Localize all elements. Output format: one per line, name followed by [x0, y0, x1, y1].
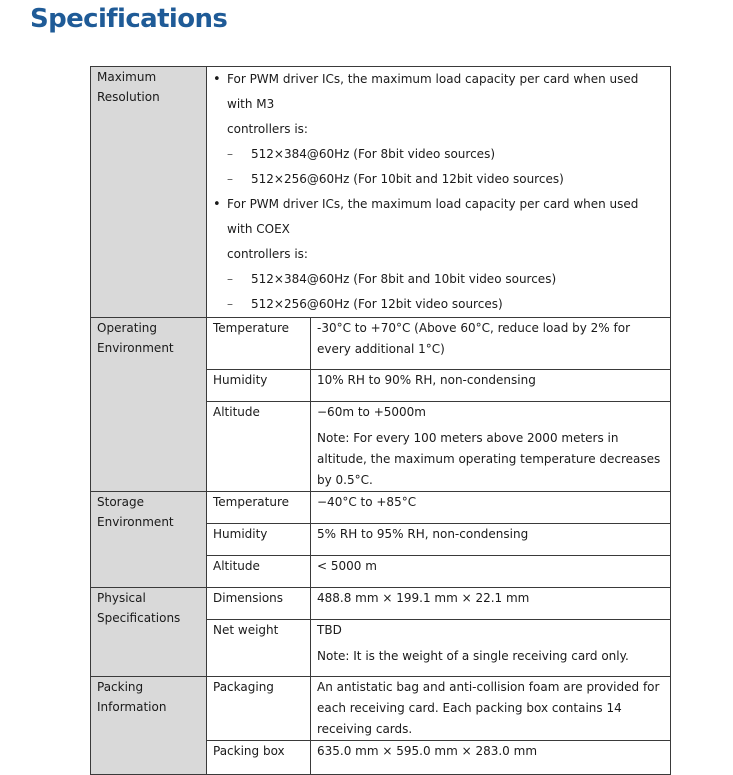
sub-item-text: 512×256@60Hz (For 12bit video sources) [251, 297, 503, 311]
value-cell [311, 588, 671, 620]
value-text: -30°C to +70°C (Above 60°C, reduce load by 2% for every additional 1°C) [317, 321, 631, 356]
sub-label: Altitude [207, 556, 311, 588]
bullet-icon: • [213, 197, 221, 212]
sub-item [213, 167, 664, 192]
bullet-text: For PWM driver ICs, the maximum load capacity per card when used with M3 [227, 72, 639, 111]
sub-label: Packaging [207, 677, 311, 741]
sub-label: Packing box [207, 741, 311, 775]
sub-label: Dimensions [207, 588, 311, 620]
sub-item [213, 292, 664, 317]
bullet-text-cont: controllers is: [227, 247, 308, 261]
dash-icon: – [227, 272, 233, 286]
row-packing-packaging [91, 677, 671, 741]
category-label-line: Physical [97, 591, 146, 605]
category-cell [91, 67, 207, 318]
value-cell [311, 318, 671, 370]
row-storage-temperature [91, 492, 671, 524]
sub-label: Humidity [207, 524, 311, 556]
value-text: 488.8 mm × 199.1 mm × 22.1 mm [317, 591, 530, 605]
category-label-line: Specifications [97, 611, 181, 625]
sub-item-text: 512×256@60Hz (For 10bit and 12bit video sources) [251, 172, 564, 186]
value-text: −40°C to +85°C [317, 495, 417, 509]
page-title: Specifications [30, 4, 228, 34]
sub-label: Altitude [207, 402, 311, 492]
value-cell [311, 492, 671, 524]
sub-label: Net weight [207, 620, 311, 677]
note-text: Note: For every 100 meters above 2000 meters in altitude, the maximum operating temperature decreases by 0.5°C. [317, 431, 661, 487]
value-text: An antistatic bag and anti-collision foam are provided for each receiving card. Each packing box contains 14 receiving cards. [317, 680, 660, 736]
specifications-table [90, 66, 671, 775]
category-label-line: Storage [97, 495, 144, 509]
bullet-icon: • [213, 72, 221, 87]
value-cell [311, 620, 671, 677]
bullet-text-cont: controllers is: [227, 122, 308, 136]
sub-item-text: 512×384@60Hz (For 8bit video sources) [251, 147, 495, 161]
category-label-line: Operating [97, 321, 157, 335]
row-operating-temperature [91, 318, 671, 370]
bullet-text: For PWM driver ICs, the maximum load capacity per card when used with COEX [227, 197, 639, 236]
category-label-line: Information [97, 700, 167, 714]
sub-item [213, 142, 664, 167]
category-cell [91, 492, 207, 588]
bullet-item [213, 67, 664, 142]
category-label-line: Maximum [97, 70, 157, 84]
value-cell [311, 556, 671, 588]
value-text: 10% RH to 90% RH, non-condensing [317, 373, 536, 387]
category-cell [91, 318, 207, 492]
row-maximum-resolution [91, 67, 671, 318]
sub-label: Humidity [207, 370, 311, 402]
dash-icon: – [227, 147, 233, 161]
value-cell [311, 402, 671, 492]
category-cell [91, 677, 207, 775]
category-label-line: Environment [97, 515, 174, 529]
value-text: TBD [317, 623, 342, 637]
category-label-line: Resolution [97, 90, 160, 104]
category-label-line: Packing [97, 680, 144, 694]
category-cell [91, 588, 207, 677]
sub-label: Temperature [207, 492, 311, 524]
value-text: −60m to +5000m [317, 405, 426, 419]
value-text: 635.0 mm × 595.0 mm × 283.0 mm [317, 744, 538, 758]
bullet-item [213, 192, 664, 267]
note-text: Note: It is the weight of a single receiving card only. [317, 649, 629, 663]
category-label-line: Environment [97, 341, 174, 355]
sub-item [213, 267, 664, 292]
dash-icon: – [227, 297, 233, 311]
value-cell [311, 370, 671, 402]
value-text: < 5000 m [317, 559, 377, 573]
sub-item-text: 512×384@60Hz (For 8bit and 10bit video sources) [251, 272, 557, 286]
row-physical-dimensions [91, 588, 671, 620]
value-text: 5% RH to 95% RH, non-condensing [317, 527, 529, 541]
value-cell [311, 741, 671, 775]
value-cell [311, 677, 671, 741]
dash-icon: – [227, 172, 233, 186]
value-cell [311, 524, 671, 556]
value-cell [207, 67, 671, 318]
sub-label: Temperature [207, 318, 311, 370]
